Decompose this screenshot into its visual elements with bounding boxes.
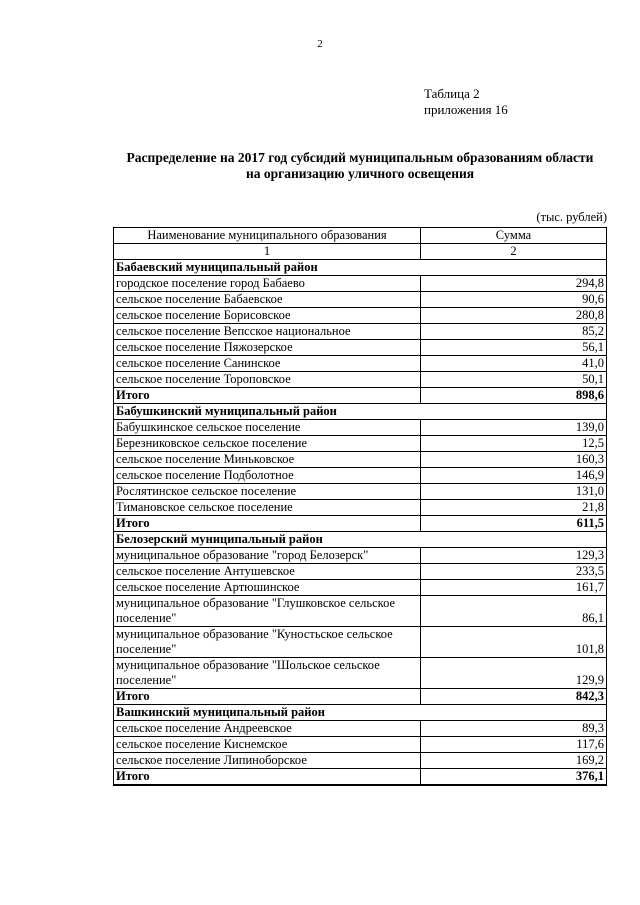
table-row [114,372,607,388]
total-label: Итого [114,388,421,404]
district-row [114,705,607,721]
subsidy-amount: 169,2 [421,753,607,769]
table-row [114,500,607,516]
municipality-name: сельское поселение Борисовское [114,308,421,324]
header-sum: Сумма [421,228,607,244]
district-name: Бабаевский муниципальный район [114,260,607,276]
table-row [114,721,607,737]
subsidy-table [113,227,607,786]
caption-line-2: приложения 16 [424,102,508,117]
subsidy-amount: 294,8 [421,276,607,292]
header-col-number-2: 2 [421,244,607,260]
total-row [114,516,607,532]
table-row [114,308,607,324]
table-row [114,753,607,769]
subsidy-amount: 90,6 [421,292,607,308]
municipality-name: сельское поселение Антушевское [114,564,421,580]
subsidy-amount: 160,3 [421,452,607,468]
table-row [114,737,607,753]
table-row [114,276,607,292]
subsidy-amount: 117,6 [421,737,607,753]
caption-line-1: Таблица 2 [424,86,480,101]
subsidy-amount: 129,3 [421,548,607,564]
subsidy-amount: 101,8 [421,627,607,658]
subsidy-amount: 89,3 [421,721,607,737]
document-title [108,150,612,182]
table-row [114,596,607,627]
table-row [114,564,607,580]
total-amount: 611,5 [421,516,607,532]
municipality-name: сельское поселение Бабаевское [114,292,421,308]
total-label: Итого [114,516,421,532]
subsidy-table-body [114,228,607,786]
unit-label: (тыс. рублей) [536,210,607,224]
subsidy-amount: 280,8 [421,308,607,324]
table-row [114,420,607,436]
table-row [114,658,607,689]
municipality-name: сельское поселение Санинское [114,356,421,372]
municipality-name: Рослятинское сельское поселение [114,484,421,500]
total-amount: 898,6 [421,388,607,404]
subsidy-amount: 86,1 [421,596,607,627]
municipality-name: муниципальное образование "Шольское сельское поселение" [114,658,421,689]
municipality-name: сельское поселение Липиноборское [114,753,421,769]
district-row [114,532,607,548]
total-row [114,769,607,786]
district-row [114,260,607,276]
municipality-name: сельское поселение Киснемское [114,737,421,753]
municipality-name: сельское поселение Андреевское [114,721,421,737]
table-row [114,468,607,484]
title-line-1: Распределение на 2017 год субсидий муниципальным образованиям области [126,150,594,165]
subsidy-amount: 131,0 [421,484,607,500]
district-row [114,404,607,420]
subsidy-amount: 129,9 [421,658,607,689]
subsidy-amount: 146,9 [421,468,607,484]
table-row [114,436,607,452]
table-row [114,324,607,340]
subsidy-amount: 139,0 [421,420,607,436]
table-row [114,452,607,468]
subsidy-amount: 12,5 [421,436,607,452]
table-row [114,580,607,596]
table-row [114,340,607,356]
table-row [114,356,607,372]
subsidy-amount: 85,2 [421,324,607,340]
table-row [114,484,607,500]
municipality-name: сельское поселение Вепсское национальное [114,324,421,340]
total-row [114,388,607,404]
municipality-name: сельское поселение Артюшинское [114,580,421,596]
municipality-name: сельское поселение Подболотное [114,468,421,484]
subsidy-amount: 233,5 [421,564,607,580]
table-row [114,548,607,564]
total-amount: 376,1 [421,769,607,786]
municipality-name: муниципальное образование "Куностьское сельское поселение" [114,627,421,658]
total-label: Итого [114,689,421,705]
municipality-name: сельское поселение Пяжозерское [114,340,421,356]
subsidy-amount: 161,7 [421,580,607,596]
municipality-name: сельское поселение Миньковское [114,452,421,468]
total-label: Итого [114,769,421,786]
page-number: 2 [317,38,323,50]
municipality-name: муниципальное образование "город Белозерск" [114,548,421,564]
subsidy-amount: 41,0 [421,356,607,372]
subsidy-amount: 21,8 [421,500,607,516]
total-amount: 842,3 [421,689,607,705]
district-name: Бабушкинский муниципальный район [114,404,607,420]
header-name: Наименование муниципального образования [114,228,421,244]
table-row [114,627,607,658]
total-row [114,689,607,705]
district-name: Белозерский муниципальный район [114,532,607,548]
header-col-number-1: 1 [114,244,421,260]
subsidy-amount: 50,1 [421,372,607,388]
municipality-name: Тимановское сельское поселение [114,500,421,516]
district-name: Вашкинский муниципальный район [114,705,607,721]
municipality-name: Березниковское сельское поселение [114,436,421,452]
municipality-name: муниципальное образование "Глушковское сельское поселение" [114,596,421,627]
municipality-name: городское поселение город Бабаево [114,276,421,292]
title-line-2: на организацию уличного освещения [245,166,475,181]
subsidy-amount: 56,1 [421,340,607,356]
table-column-numbers-row [114,244,607,260]
table-caption [424,86,508,118]
municipality-name: Бабушкинское сельское поселение [114,420,421,436]
municipality-name: сельское поселение Тороповское [114,372,421,388]
table-row [114,292,607,308]
table-header-row [114,228,607,244]
